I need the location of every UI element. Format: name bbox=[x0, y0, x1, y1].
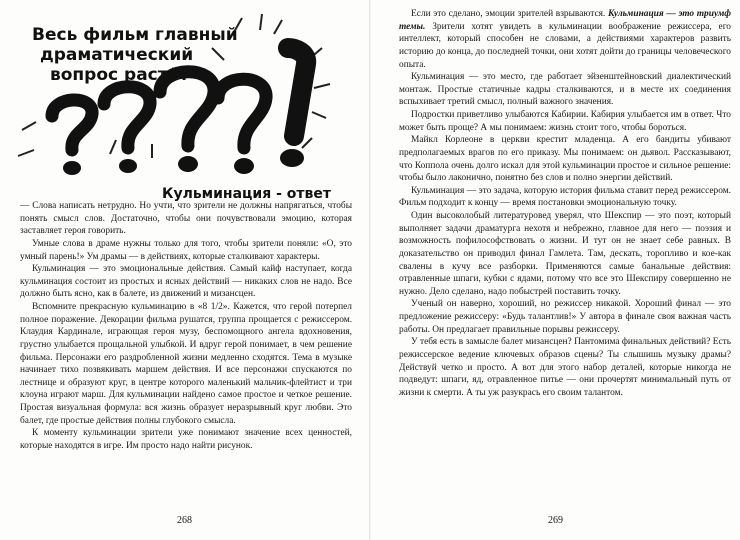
paragraph: Один высоколобый литературовед уверял, что Шекспир — это поэт, который выполняет задачи драматурга нехотя и небрежно, главное для него — поэзия и возможность пофилософствовать о жизни. И тут он не знает себе равных. В доказательство он приводил финал Гамлета. Там, дескать, торопливо и кое-как свалены в кучу все разборки. Применяются самые банальные действия: отравленные шпаги, кубки с ядами, потому что все это Шекспиру совершенно не нужно. Дело сделано, надо побыстрей поставить точку. bbox=[399, 211, 731, 297]
right-page bbox=[371, 0, 740, 540]
paragraph: Подростки приветливо улыбаются Кабирии. Кабирия улыбается им в ответ. Что может быть проще? А мы понимаем: жизнь стоит того, чтобы бороться. bbox=[399, 110, 731, 133]
paragraph: У тебя есть в замысле балет мизансцен? Пантомима финальных действий? Есть режиссерское ведение ключевых образов сцены? Ты слышишь музыку драмы? Действуй четко и просто. А вот для этого набор деталей, которые никогда не подведут: шпаги, яд, отравленное питье — они прочертят минимальный путь от жизни к смерти. А ты уж разукрась его своим талантом. bbox=[399, 337, 731, 398]
paragraph: Кульминация — это эмоциональные действия. Самый кайф наступает, когда кульминация состоит из простых и ясных действий — никаких слов не надо. Все должно быть ясно, как в балете, из движений и мизансцен. bbox=[20, 264, 352, 300]
paragraph: — Слова написать нетрудно. Но учти, что зрители не должны напрягаться, чтобы понять смысл слов. Достаточно, чтобы они почувствовали эмоцию, которая заставляет героя говорить. bbox=[20, 201, 352, 237]
left-page bbox=[0, 0, 369, 540]
emphasis-climax-triumph: Кульминация — это триумф темы. bbox=[399, 9, 732, 32]
question-dots bbox=[63, 149, 304, 175]
caption-line-2: драматический bbox=[40, 45, 194, 65]
paragraph: К моменту кульминации зрители уже понимают значение всех ценностей, которые находятся в игре. Им просто надо найти рисунок. bbox=[20, 428, 352, 451]
right-page-text bbox=[399, 8, 731, 399]
paragraph bbox=[399, 8, 731, 71]
paragraph: Кульминация — это место, где работает эйзенштейновский диалектический монтаж. Простые статичные кадры сталкиваются, и в месте их соединения вспыхивает третий смысл, полный важного значения. bbox=[399, 72, 731, 108]
question-marks-drawing bbox=[12, 8, 342, 208]
climax-answer-caption: Кульминация - ответ bbox=[162, 186, 331, 202]
text-run: Если это сделано, эмоции зрителей взрываются. bbox=[411, 9, 608, 19]
paragraph: Кульминация — это задача, которую история фильма ставит перед режиссером. Фильм подходит к концу — время постановки эмоциональную точку. bbox=[399, 185, 731, 209]
paragraph: Вспомните прекрасную кульминацию в «8 1/2». Кажется, что герой потерпел полное поражение. Декорации фильма рушатся, группа прощается с режиссером. Клаудия Кардинале, играющая героя музу, беспомощного ангела вдохновения, грустно улыбается прощальной улыбкой. И вдруг герой понимает, в чем решение фильма. Персонажи его раздробленной жизни медленно сходятся. Тема в музыке начинает тихо позвякивать маршем действия. И все персонажи спускаются по лестнице и образуют круг, в центре которого маленький мальчик-флейтист и три клоуна играют марш. Для кульминации найдено самое простое и четкое решение. Простая визуальная формула: вся жизнь образует неразрывный круг любви. Это балет, где простые действия полны глубокого смысла. bbox=[20, 302, 352, 426]
caption-line-3: вопрос растет bbox=[50, 65, 189, 85]
question-marks-illustration bbox=[12, 8, 342, 208]
caption-line-1: Весь фильм главный bbox=[32, 25, 238, 45]
paragraph: Майкл Корлеоне в церкви крестит младенца. А его бандиты убивают предполагаемых врагов по его приказу. Мы понимаем: он дьявол. Рассказывают, что Коппола очень долго искал для этой кульминации простое и сильное решение: чтобы было лаконично, понятно без слов и полно энергии действий. bbox=[399, 135, 731, 184]
page-number-left: 268 bbox=[177, 515, 192, 526]
left-page-text bbox=[20, 200, 352, 453]
paragraph: Умные слова в драме нужны только для того, чтобы зрители поняли: «О, это умный парень!» Ум драмы — в действиях, которые сталкивают характеры. bbox=[20, 238, 352, 262]
page-number-right: 269 bbox=[548, 515, 563, 526]
text-run: Зрители хотят увидеть в кульминации воображение режиссера, его интеллект, который способен не словами, а действиями характеров развить историю до конца, до последней точки, они хотят дойти до границы человеческого опыта. bbox=[399, 21, 731, 70]
paragraph: Ученый он наверно, хороший, но режиссер никакой. Хороший финал — это предложение режиссеру: «Будь талантлив!» У автора в финале своя важная часть работы. Он предлагает правильные порывы режиссеру. bbox=[399, 299, 731, 335]
